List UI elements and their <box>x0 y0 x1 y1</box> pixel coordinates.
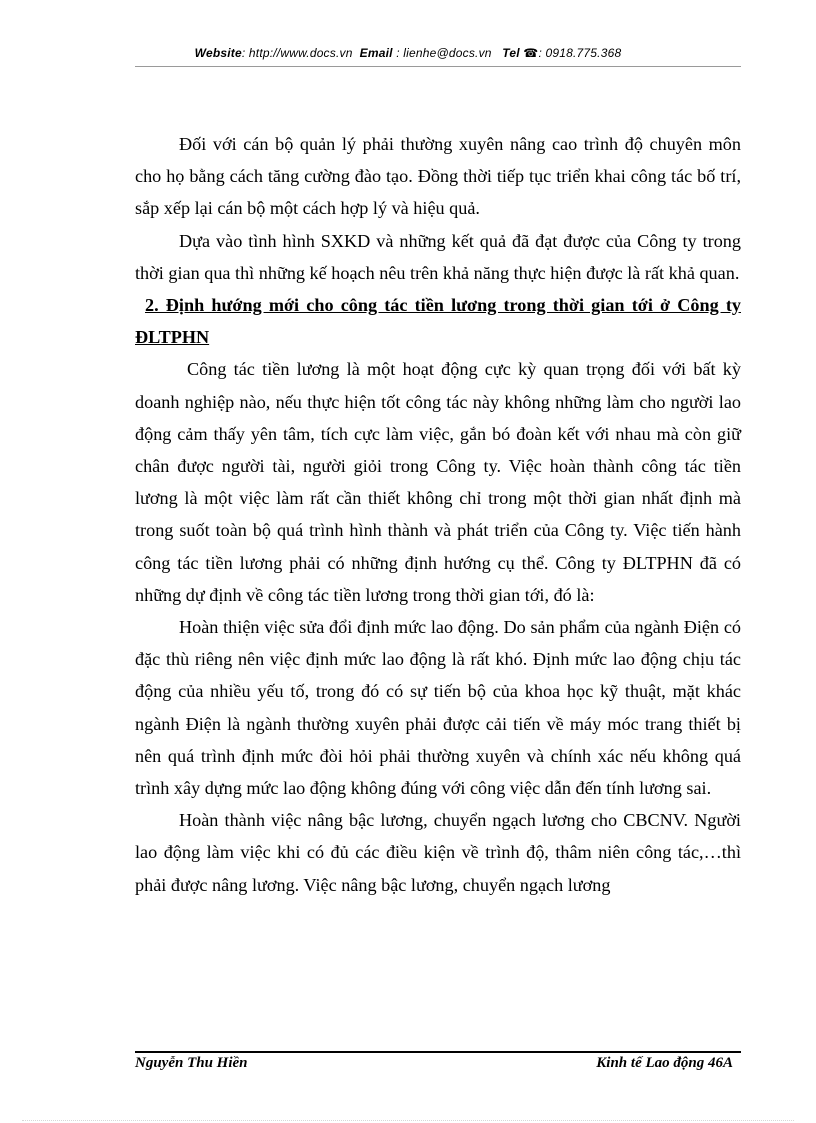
page-bottom-border <box>22 1120 794 1121</box>
footer-author: Nguyễn Thu Hiền <box>135 1055 248 1071</box>
page-header <box>0 46 816 60</box>
email-label: Email <box>359 46 393 60</box>
paragraph-2: Dựa vào tình hình SXKD và những kết quả đã đạt được của Công ty trong thời gian qua thì những kế hoạch nêu trên khả năng thực hiện được là rất khả quan. <box>135 230 741 283</box>
header-divider <box>135 66 741 67</box>
footer-class: Kinh tế Lao động 46A <box>596 1055 733 1071</box>
paragraph-5: Hoàn thành việc nâng bậc lương, chuyển ngạch lương cho CBCNV. Người lao động làm việc khi có đủ các điều kiện về trình độ, thâm niên công tác,…thì phải được nâng lương. Việc nâng bậc lương, chuyển ngạch lương <box>135 810 741 895</box>
footer-divider <box>135 1051 741 1053</box>
email-value: : lienhe@docs.vn <box>392 46 492 60</box>
website-value: : http://www.docs.vn <box>241 46 353 60</box>
paragraph-3: Công tác tiền lương là một hoạt động cực kỳ quan trọng đối với bất kỳ doanh nghiệp nào, nếu thực hiện tốt công tác này không những làm cho người lao động cảm thấy yên tâm, tích cực làm việc, gắn bó đoàn kết với nhau mà còn giữ chân được người tài, người giỏi trong Công ty. Việc hoàn thành công tác tiền lương là một việc làm rất cần thiết không chỉ trong một thời gian nhất định mà trong suốt toàn bộ quá trình hình thành và phát triển của Công ty. Việc tiến hành công tác tiền lương phải có những định hướng cụ thể. Công ty ĐLTPHN đã có những dự định về công tác tiền lương trong thời gian tới, đó là: <box>135 359 741 605</box>
tel-value: : 0918.775.368 <box>538 46 622 60</box>
section-heading: 2. Định hướng mới cho công tác tiền lương trong thời gian tới ở Công ty ĐLTPHN <box>135 295 741 348</box>
document-body <box>135 128 741 901</box>
paragraph-4: Hoàn thiện việc sửa đổi định mức lao động. Do sản phẩm của ngành Điện có đặc thù riêng nên việc định mức lao động là rất khó. Định mức lao động chịu tác động của nhiều yếu tố, trong đó có sự tiến bộ của khoa học kỹ thuật, mặt khác ngành Điện là ngành thường xuyên phải được cải tiến về máy móc trang thiết bị nên quá trình định mức đòi hỏi phải thường xuyên và chính xác nếu không quá trình xây dựng mức lao động không đúng với công việc dẫn đến tính lương sai. <box>135 617 741 799</box>
website-label: Website <box>194 46 242 60</box>
tel-label: Tel <box>502 46 520 60</box>
paragraph-1: Đối với cán bộ quản lý phải thường xuyên nâng cao trình độ chuyên môn cho họ bằng cách tăng cường đào tạo. Đồng thời tiếp tục triển khai công tác bố trí, sắp xếp lại cán bộ một cách hợp lý và hiệu quả. <box>135 134 741 219</box>
telephone-icon: ☎ <box>523 46 539 60</box>
